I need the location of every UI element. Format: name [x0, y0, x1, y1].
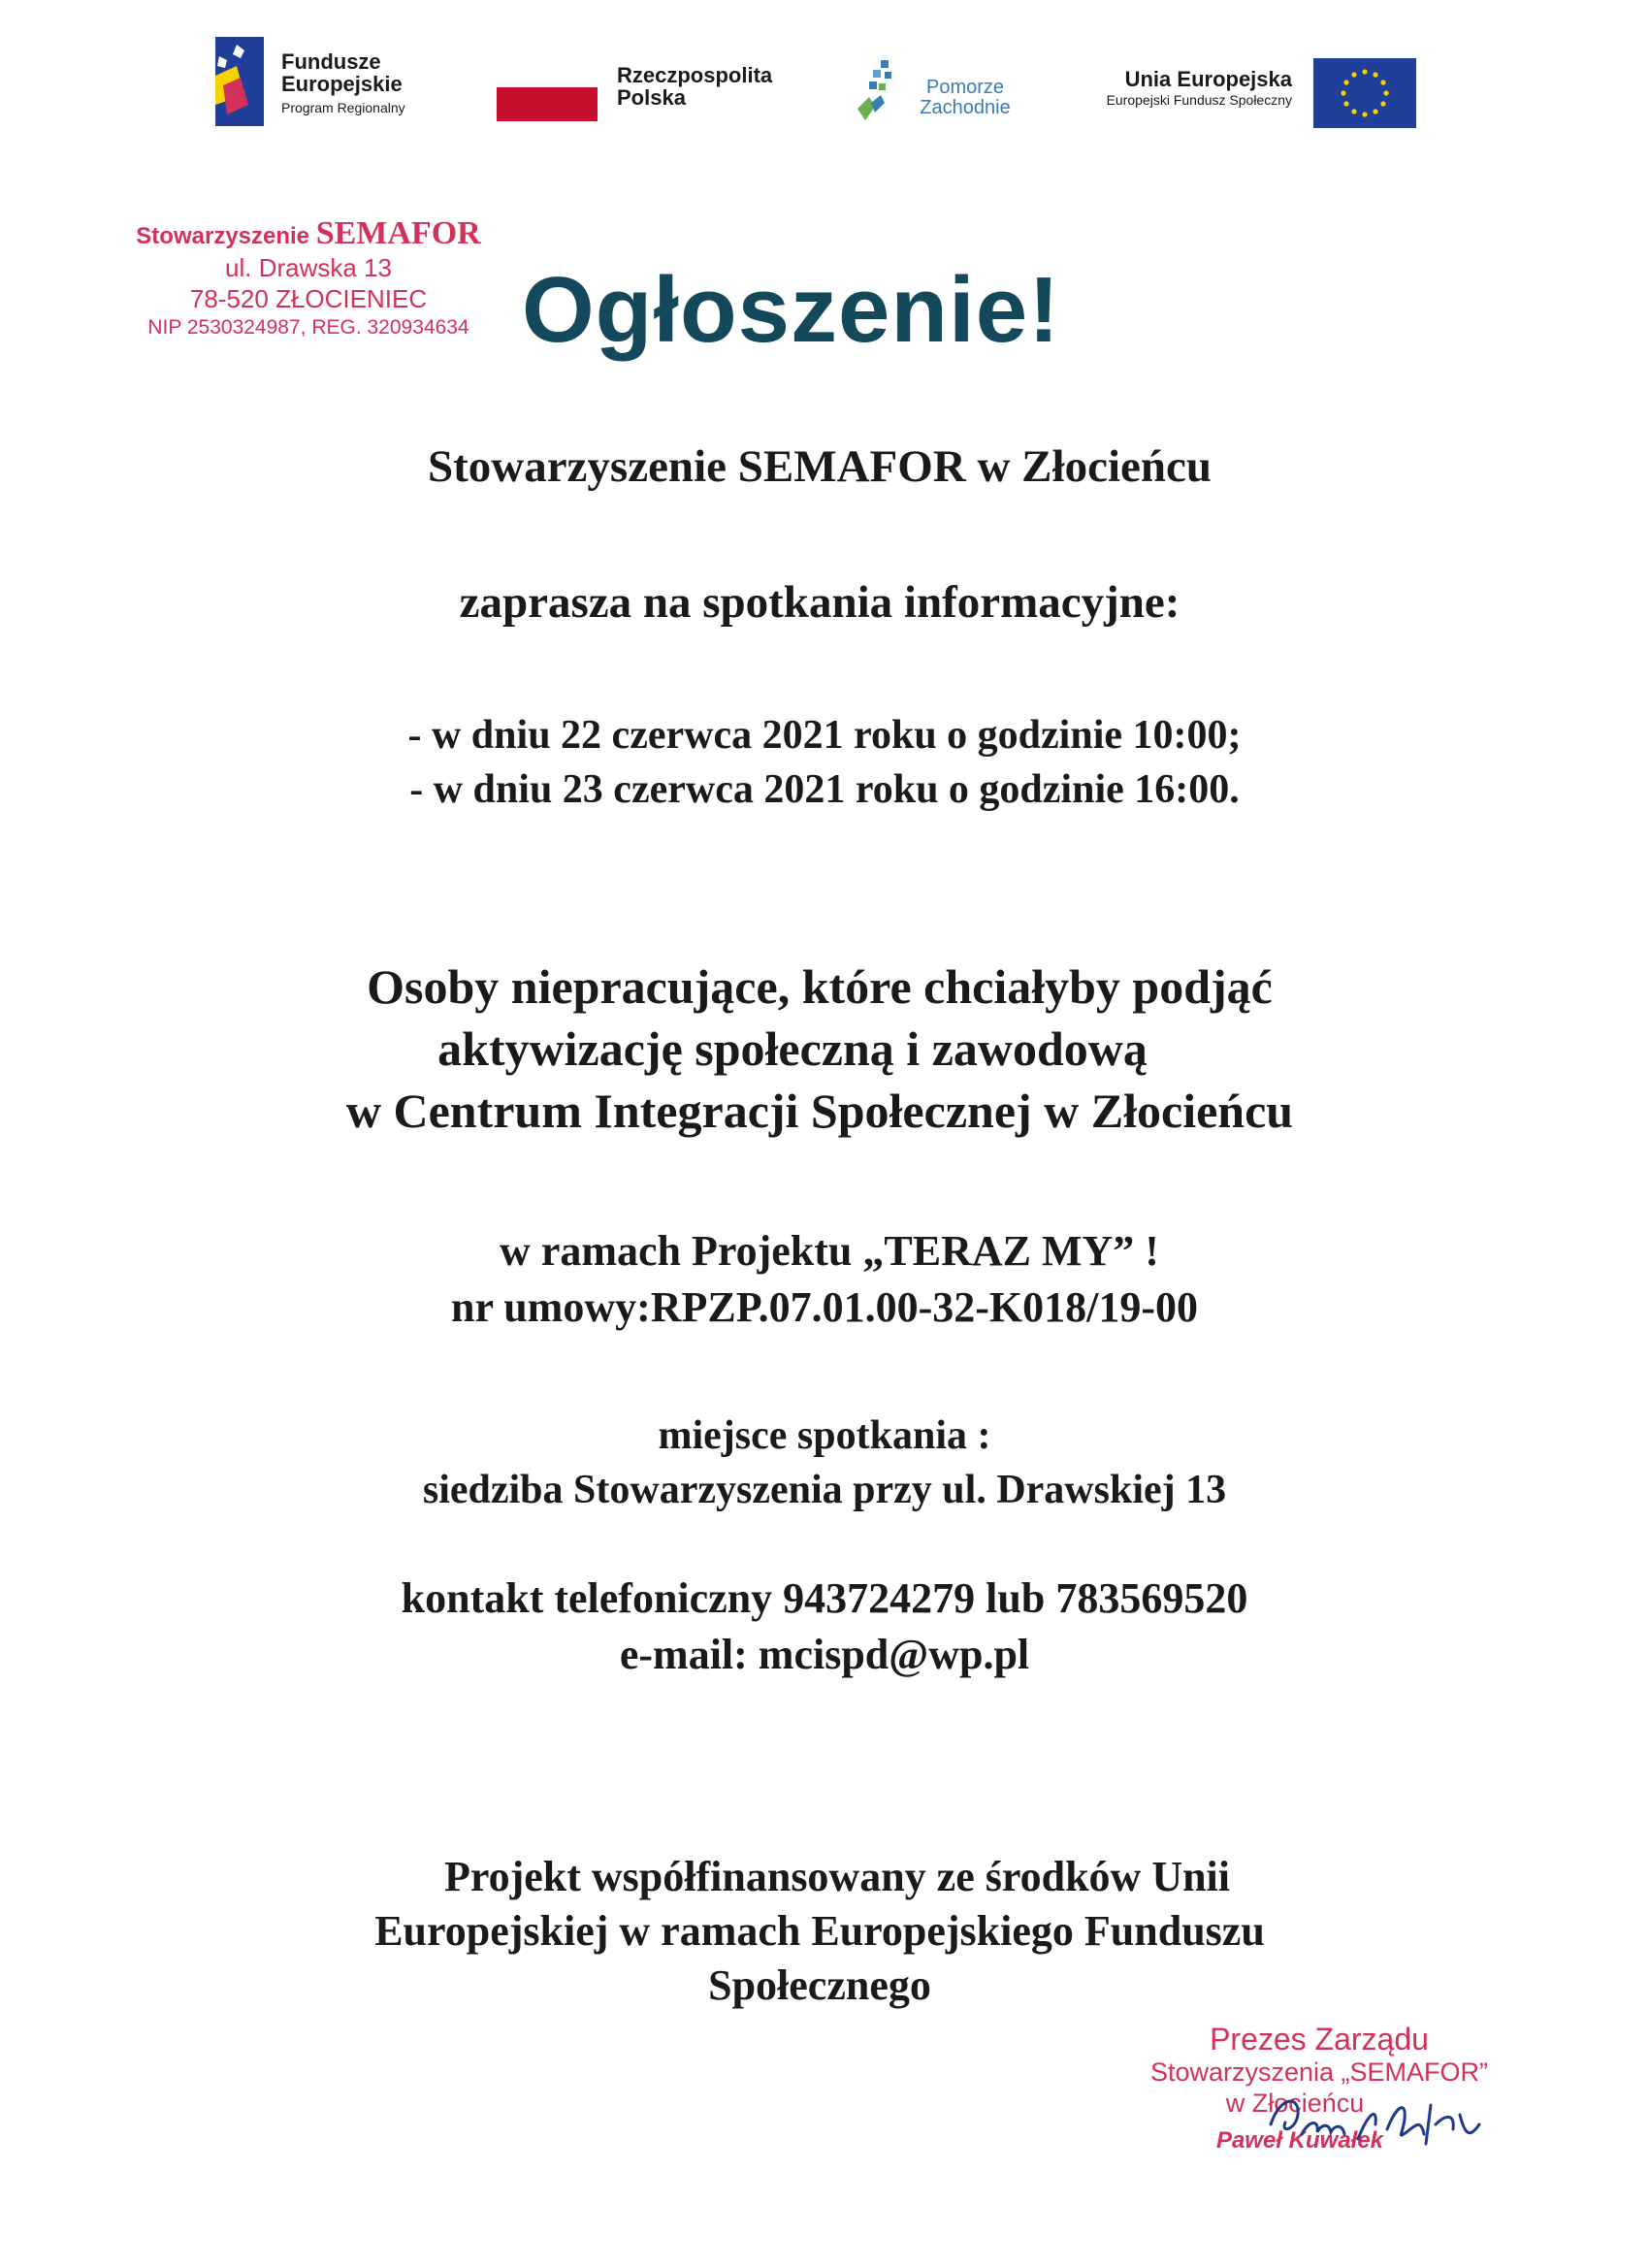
- stamp-line1-small: Stowarzyszenie: [136, 223, 310, 249]
- project-info: [0, 1224, 1649, 1335]
- target-line-3: w Centrum Integracji Społecznej w Złocieńcu: [345, 1084, 1294, 1138]
- rzeczpospolita-line1: Rzeczpospolita: [617, 63, 773, 87]
- pomorze-zachodnie-icon: [852, 58, 902, 126]
- meeting-place: [0, 1409, 1649, 1516]
- stamp-line3: 78-520 ZŁOCIENIEC: [189, 284, 428, 313]
- stamp-line4: NIP 2530324987, REG. 320934634: [147, 316, 469, 339]
- contact-phone: kontakt telefoniczny 943724279 lub 783569520: [401, 1574, 1248, 1622]
- fundusze-line1: Fundusze: [281, 49, 381, 74]
- date-1: - w dniu 22 czerwca 2021 roku o godzinie 10:00;: [407, 713, 1242, 758]
- target-group: [0, 956, 1644, 1142]
- association-stamp: [134, 215, 483, 341]
- handwritten-signature-icon: [1261, 2086, 1494, 2163]
- contact-info: [0, 1571, 1649, 1682]
- pomorze-line1: Pomorze: [925, 77, 1005, 98]
- funding-note: [0, 1850, 1644, 2013]
- fundusze-line2: Europejskie: [281, 72, 403, 96]
- unia-europejska-logo: [1067, 56, 1416, 130]
- stamp-line1: [134, 215, 483, 252]
- signature-line3: w Złocieńcu: [1225, 2089, 1365, 2118]
- ue-sub: Europejski Fundusz Społeczny: [1106, 92, 1292, 108]
- logo-bar: [0, 0, 1649, 146]
- funding-line-2: Europejskiej w ramach Europejskiego Funduszu: [374, 1907, 1265, 1955]
- project-line-1: w ramach Projektu „TERAZ MY” !: [500, 1227, 1159, 1275]
- target-line-2: aktywizację społeczną i zawodową: [437, 1021, 1148, 1076]
- pomorze-line2: Zachodnie: [920, 97, 1011, 118]
- ue-title: Unia Europejska: [1124, 67, 1292, 91]
- eu-flag-icon: [1313, 58, 1416, 128]
- stamp-line2: ul. Drawska 13: [225, 253, 392, 282]
- headline: Ogłoszenie!: [522, 258, 1061, 362]
- rzeczpospolita-line2: Polska: [617, 85, 686, 110]
- contact-email: e-mail: mcispd@wp.pl: [619, 1631, 1030, 1678]
- fundusze-sub: Program Regionalny: [281, 100, 405, 115]
- project-line-2: nr umowy:RPZP.07.01.00-32-K018/19-00: [451, 1283, 1198, 1331]
- fundusze-europejskie-icon: [215, 37, 264, 129]
- invite-text: zaprasza na spotkania informacyjne:: [459, 577, 1180, 628]
- target-line-1: Osoby niepracujące, które chciałyby podjąć: [367, 959, 1273, 1014]
- rzeczpospolita-polska-logo: [495, 60, 815, 128]
- signature-line4: Paweł Kuwałek: [1215, 2127, 1384, 2154]
- organization-name: Stowarzyszenie SEMAFOR w Złocieńcu: [427, 441, 1212, 492]
- funding-line-3: Społecznego: [708, 1961, 931, 2009]
- place-value: siedziba Stowarzyszenia przy ul. Drawskiej 13: [422, 1468, 1227, 1512]
- signature-line2: Stowarzyszenia „SEMAFOR”: [1149, 2057, 1489, 2087]
- fundusze-europejskie-logo: [215, 37, 438, 129]
- stamp-line1-big: SEMAFOR: [315, 215, 481, 251]
- funding-line-1: Projekt współfinansowany ze środków Unii: [443, 1853, 1231, 1900]
- pomorze-zachodnie-logo: [852, 58, 1026, 131]
- signature-line1: Prezes Zarządu: [1210, 2022, 1429, 2057]
- polish-flag-icon: [497, 87, 598, 121]
- meeting-dates: [0, 709, 1649, 816]
- date-2: - w dniu 23 czerwca 2021 roku o godzinie 16:00.: [409, 767, 1240, 812]
- place-label: miejsce spotkania :: [658, 1413, 991, 1458]
